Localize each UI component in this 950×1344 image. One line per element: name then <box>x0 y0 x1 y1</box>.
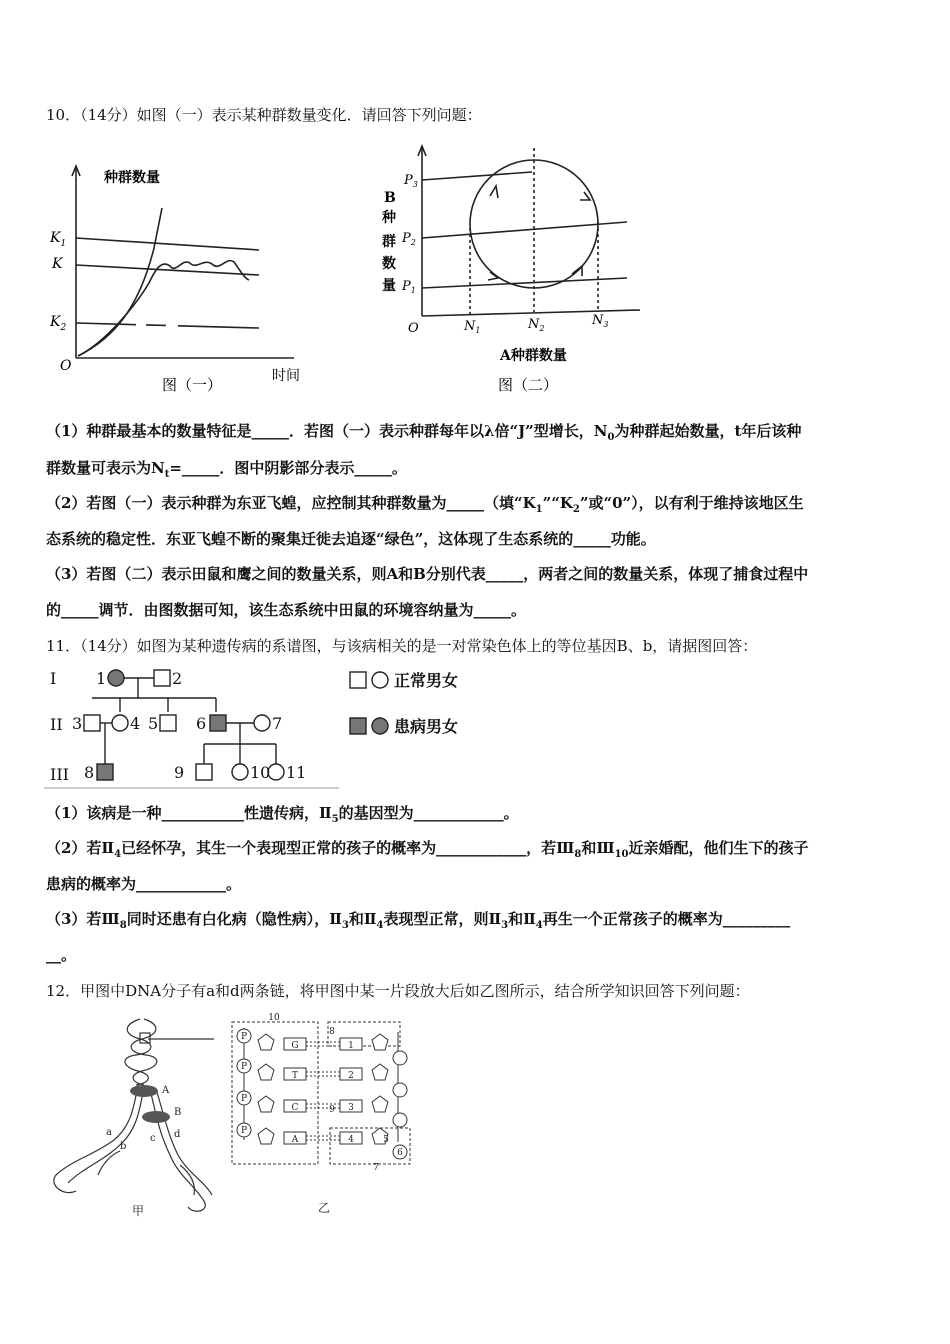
yi-num-6: 6 <box>397 1148 403 1158</box>
yi-phosphate-r2 <box>393 1083 407 1097</box>
figure-1-population-curve <box>44 158 324 398</box>
person-11-normal-female <box>268 764 284 780</box>
yi-sugar-l4 <box>258 1128 274 1144</box>
person-1-affected-female <box>108 670 124 686</box>
q11-part2-line1: （2）若$Ⅱ_4$已经怀孕，其生一个表现型正常的孩子的概率为____________，若$Ⅲ_8$和$Ⅲ_{10}$近亲婚配，他们生下的孩子 <box>46 839 809 860</box>
person-2-num: 2 <box>172 669 183 688</box>
fig1-k-line <box>76 265 259 275</box>
person-3-num: 3 <box>72 714 83 733</box>
q10-part3-line1: （3）若图（二）表示田鼠和鹰之间的数量关系，则A和B分别代表_____，两者之间的数量关系，体现了捕食过程中 <box>46 565 809 583</box>
person-5-normal-male <box>160 715 176 731</box>
person-6-affected-male <box>210 715 226 731</box>
fig2-ylabel <box>381 190 396 294</box>
jia-enzyme-A <box>130 1085 158 1097</box>
person-10-num: 10 <box>250 763 271 782</box>
jia-label-a: a <box>106 1127 112 1138</box>
fig2-p1-label: $P_1$ <box>402 279 416 295</box>
person-9-normal-male <box>196 764 212 780</box>
legend-affected-male <box>350 718 366 734</box>
fig2-xlabel: A种群数量 <box>500 348 567 364</box>
fig2-origin: O <box>408 321 419 336</box>
svg-text:数: 数 <box>382 256 396 272</box>
legend-normal-male <box>350 672 366 688</box>
q12-header: 12．甲图中DNA分子有a和d两条链，将甲图中某一片段放大后如乙图所示，结合所学知识回答下列问题： <box>46 982 750 1000</box>
yi-P4: P <box>240 1126 248 1136</box>
yi-sugar-r1 <box>372 1034 388 1050</box>
fig1-k1-line <box>76 238 259 250</box>
fig2-caption: 图（二） <box>498 376 559 394</box>
fig2-arrow-ul <box>490 186 498 198</box>
person-3-normal-male <box>84 715 100 731</box>
person-11-num: 11 <box>286 763 307 782</box>
person-10-normal-female <box>232 764 248 780</box>
yi-num-1: 1 <box>348 1041 354 1051</box>
fig2-n2-label: $N_2$ <box>528 317 545 333</box>
yi-sugar-r2 <box>372 1064 388 1080</box>
yi-num-3: 3 <box>348 1103 354 1113</box>
legend-normal-female <box>372 672 388 688</box>
svg-text:种: 种 <box>382 210 396 226</box>
q10-part3-line2: 的_____调节．由图数据可知，该生态系统中田鼠的环境容纳量为_____。 <box>46 601 527 619</box>
jia-helix-top-2 <box>131 1019 157 1085</box>
fig1-xlabel: 时间 <box>272 368 300 384</box>
legend-affected-female <box>372 718 388 734</box>
fig1-k1-label: $K_1$ <box>50 230 67 249</box>
figure-2-predator-prey <box>372 138 652 400</box>
yi-P1: P <box>240 1032 248 1042</box>
gen2-label: II <box>50 715 63 734</box>
person-4-normal-female <box>112 715 128 731</box>
yi-num-8: 8 <box>329 1027 335 1037</box>
jia-coil-left <box>98 1151 120 1175</box>
q10-part1-line2: 群数量可表示为$N_t=\_\_\_\_\_$．图中阴影部分表示_____。 <box>46 459 407 480</box>
yi-P2: P <box>240 1062 248 1072</box>
person-2-normal-male <box>154 670 170 686</box>
q11-part3-line1: （3）若$Ⅲ_8$同时还患有白化病（隐性病），$Ⅱ_3$和$Ⅱ_4$表现型正常，则$Ⅱ_3$和$Ⅱ_4$再生一个正常孩子的概率为_________ <box>46 910 791 931</box>
yi-num-5: 5 <box>383 1135 389 1145</box>
person-7-num: 7 <box>272 714 283 733</box>
fig1-ylabel: 种群数量 <box>104 170 160 186</box>
fig1-k-label: K <box>52 256 63 272</box>
yi-num-7: 7 <box>373 1163 379 1173</box>
yi-sugar-l2 <box>258 1064 274 1080</box>
jia-label-A: A <box>162 1085 170 1096</box>
q10-part2-line2: 态系统的稳定性．东亚飞蝗不断的聚集迁徙去追逐“绿色”，这体现了生态系统的_____功能。 <box>46 530 656 548</box>
person-9-num: 9 <box>174 763 185 782</box>
q11-header: 11．（14分）如图为某种遗传病的系谱图，与该病相关的是一对常染色体上的等位基因B、b，请据图回答： <box>46 637 758 655</box>
q11-part1: （1）该病是一种___________性遗传病，$Ⅱ_5$的基因型为____________。 <box>46 804 519 825</box>
yi-phosphate-r1 <box>393 1051 407 1065</box>
person-7-normal-female <box>254 715 270 731</box>
legend-normal-label: 正常男女 <box>394 671 459 690</box>
gen3-label: III <box>50 765 69 784</box>
svg-text:量: 量 <box>382 278 396 294</box>
q11-part2-line2: 患病的概率为____________。 <box>46 875 242 893</box>
legend-affected-label: 患病男女 <box>394 717 459 736</box>
fig1-k2-label: $K_2$ <box>50 314 67 333</box>
fig2-p3-line <box>422 172 532 180</box>
figure-jia-dna-replication <box>44 1015 234 1225</box>
yi-caption: 乙 <box>317 1201 331 1215</box>
pedigree-chart <box>44 660 484 790</box>
q10-part1-line1: （1）种群最基本的数量特征是_____．若图（一）表示种群每年以λ倍“J”型增长，$N_0$为种群起始数量，t年后该种 <box>46 422 802 443</box>
jia-label-b: b <box>120 1141 127 1152</box>
person-6-num: 6 <box>196 714 207 733</box>
svg-text:B: B <box>384 190 396 206</box>
fig2-p2-label: $P_2$ <box>402 231 416 247</box>
q10-header: 10．（14分）如图（一）表示某种群数量变化．请回答下列问题： <box>46 106 482 124</box>
q10-part2-line1: （2）若图（一）表示种群为东亚飞蝗，应控制其种群数量为_____（填“$K_1”“K_2$”或“0”），以有利于维持该地区生 <box>46 494 804 515</box>
jia-label-d: d <box>174 1129 181 1140</box>
person-8-affected-male <box>97 764 113 780</box>
fig1-s-curve <box>78 261 249 356</box>
yi-sugar-l3 <box>258 1096 274 1112</box>
yi-base-C: C <box>291 1103 299 1113</box>
yi-num-9: 9 <box>329 1105 335 1115</box>
q11-part3-line2: __。 <box>46 946 77 964</box>
yi-num-4: 4 <box>348 1135 354 1145</box>
yi-sugar-r3 <box>372 1096 388 1112</box>
yi-base-G: G <box>291 1041 299 1051</box>
fig2-arrow-ur <box>580 192 590 200</box>
fig2-n1-label: $N_1$ <box>464 319 481 335</box>
fig2-x-axis <box>422 310 640 316</box>
yi-base-A: A <box>291 1135 299 1145</box>
person-8-num: 8 <box>84 763 95 782</box>
svg-text:群: 群 <box>382 234 396 250</box>
jia-caption: 甲 <box>132 1204 145 1218</box>
person-5-num: 5 <box>148 714 159 733</box>
figure-yi-dna-segment <box>228 1010 428 1220</box>
fig1-k2-line <box>76 323 259 328</box>
yi-sugar-l1 <box>258 1034 274 1050</box>
fig1-caption: 图（一） <box>162 376 223 394</box>
fig2-p3-label: $P_3$ <box>404 173 418 189</box>
jia-enzyme-B <box>142 1111 170 1123</box>
yi-phosphate-r3 <box>393 1113 407 1127</box>
jia-label-B: B <box>174 1107 182 1118</box>
yi-base-T: T <box>291 1071 299 1081</box>
fig1-origin: O <box>60 358 72 374</box>
yi-num-10: 10 <box>268 1013 280 1023</box>
jia-label-c: c <box>150 1133 156 1144</box>
yi-num-2: 2 <box>348 1071 354 1081</box>
jia-helix-top <box>125 1019 151 1085</box>
yi-P3: P <box>240 1094 248 1104</box>
fig2-n3-label: $N_3$ <box>592 313 609 329</box>
person-4-num: 4 <box>130 714 141 733</box>
person-1-num: 1 <box>96 669 107 688</box>
gen1-label: I <box>50 669 57 688</box>
